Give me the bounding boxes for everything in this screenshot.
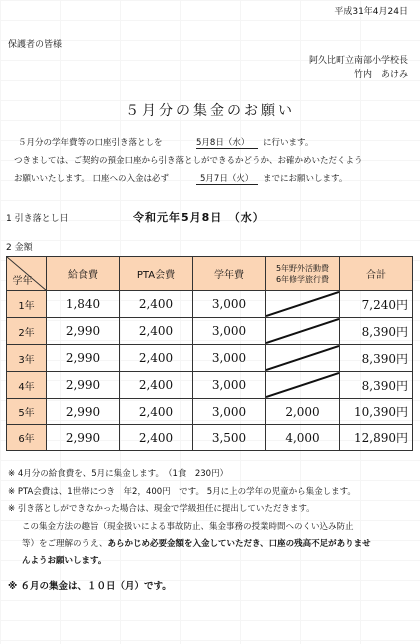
strike-diagonal [266, 291, 339, 317]
note-purpose: この集金方法の趣旨（現金扱いによる事故防止、集金事務の授業時間へのくい込み防止 [22, 522, 354, 532]
note-request-start: 等）をご理解のうえ、 [22, 539, 108, 549]
note-pta: ※ PTA会費は、1世帯につき 年2，400円 です。 5月に上の学年の児童から集金します。 [8, 487, 356, 497]
lunch-cell: 2,990 [47, 425, 120, 451]
pta-cell: 2,400 [120, 372, 193, 399]
intro-deposit-date: 5月7日（火） [200, 174, 254, 184]
intro-line3-end: までにお願いします。 [263, 174, 348, 184]
note-failed-debit: ※ 引き落としができなかった場合は、現金で学級担任に提出していただきます。 [8, 504, 315, 514]
pta-cell: 2,400 [120, 399, 193, 425]
lunch-cell: 1,840 [47, 291, 120, 318]
grade-fee-cell: 3,000 [193, 372, 266, 399]
grade-fee-cell: 3,000 [193, 291, 266, 318]
school-name: 阿久比町立南部小学校長 [308, 56, 408, 66]
pta-cell: 2,400 [120, 425, 193, 451]
header-grade-label: 学年 [12, 276, 33, 287]
header-total: 合計 [340, 257, 413, 291]
underline [196, 184, 258, 185]
note-request-end: んようお願いします。 [22, 556, 107, 566]
table-row [7, 291, 413, 318]
total-cell: 10,390円 [340, 399, 413, 425]
outdoor-cell-na [266, 345, 340, 372]
total-cell: 8,390円 [340, 345, 413, 372]
strike-diagonal [266, 372, 339, 398]
total-cell: 12,890円 [340, 425, 413, 451]
strike-diagonal [266, 345, 339, 371]
section2-label: 2 金額 [6, 243, 33, 253]
grade-cell: 1年 [7, 291, 47, 318]
grade-cell: 5年 [7, 399, 47, 425]
debit-date: 令和元年5月8日 （水） [133, 211, 265, 224]
intro-debit-date: 5月8日（水） [196, 138, 250, 148]
header-outdoor [266, 257, 340, 291]
header-grade [7, 257, 47, 291]
header-pta: PTA会費 [120, 257, 193, 291]
outdoor-cell-na [266, 372, 340, 399]
table-row [7, 425, 413, 451]
total-cell: 8,390円 [340, 372, 413, 399]
intro-line1: ５月分の学年費等の口座引き落としを [18, 138, 163, 148]
header-outdoor-line2: 6年修学旅行費 [275, 274, 330, 284]
outdoor-cell: 4,000 [266, 425, 340, 451]
intro-line1-end: に行います。 [263, 138, 314, 148]
pta-cell: 2,400 [120, 345, 193, 372]
section1-label: 1 引き落とし日 [6, 214, 69, 224]
header-lunch: 給食費 [47, 257, 120, 291]
outdoor-cell-na [266, 291, 340, 318]
grade-fee-cell: 3,000 [193, 399, 266, 425]
lunch-cell: 2,990 [47, 399, 120, 425]
note-request [22, 537, 371, 549]
outdoor-cell-na [266, 318, 340, 345]
total-cell: 7,240円 [340, 291, 413, 318]
intro-line2: つきましては、ご契約の預金口座から引き落としができるかどうか、お確かめいただくよう [14, 156, 363, 166]
outdoor-cell: 2,000 [266, 399, 340, 425]
intro-line3: お願いいたします。 口座への入金は必ず [14, 174, 170, 184]
note-june: ※ ６月の集金は、１０日（月）です。 [8, 581, 172, 592]
table-row [7, 372, 413, 399]
fees-table [6, 256, 413, 451]
lunch-cell: 2,990 [47, 372, 120, 399]
grade-cell: 3年 [7, 345, 47, 372]
pta-cell: 2,400 [120, 291, 193, 318]
strike-diagonal [266, 318, 339, 344]
grade-fee-cell: 3,000 [193, 345, 266, 372]
principal-name: 竹内 あけみ [353, 70, 408, 80]
table-header-row [7, 257, 413, 291]
header-outdoor-line1: 5年野外活動費 [275, 263, 330, 273]
lunch-cell: 2,990 [47, 345, 120, 372]
document-date: 平成31年4月24日 [334, 7, 408, 17]
table-row [7, 345, 413, 372]
grade-cell: 6年 [7, 425, 47, 451]
addressee: 保護者の皆様 [8, 40, 63, 50]
table-row [7, 399, 413, 425]
pta-cell: 2,400 [120, 318, 193, 345]
note-lunch: ※ 4月分の給食費を、5月に集金します。 （1食 230円） [8, 469, 229, 479]
total-cell: 8,390円 [340, 318, 413, 345]
table-row [7, 318, 413, 345]
grade-fee-cell: 3,500 [193, 425, 266, 451]
lunch-cell: 2,990 [47, 318, 120, 345]
grade-cell: 4年 [7, 372, 47, 399]
note-request-emphasis: あらかじめ必要金額を入金していただき、口座の残高不足がありませ [107, 539, 371, 549]
header-grade-fee: 学年費 [193, 257, 266, 291]
grade-fee-cell: 3,000 [193, 318, 266, 345]
underline [196, 148, 258, 149]
page-title: ５月分の集金のお願い [125, 103, 295, 119]
grade-cell: 2年 [7, 318, 47, 345]
